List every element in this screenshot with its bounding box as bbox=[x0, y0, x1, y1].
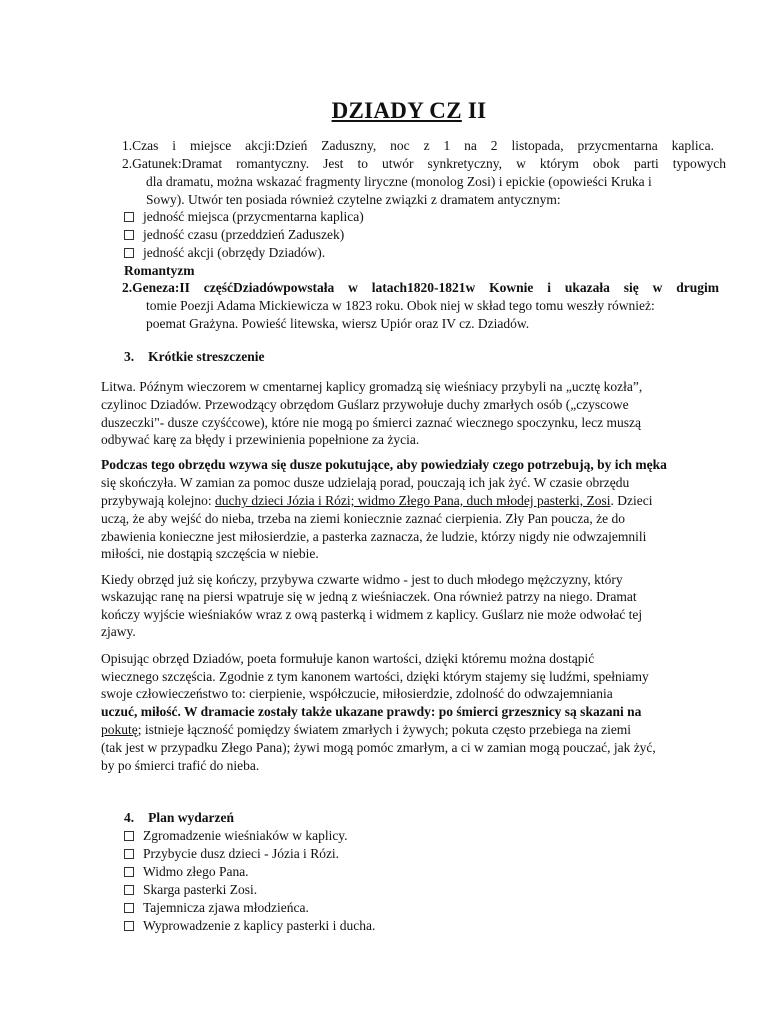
paragraph2-bold-line: Podczas tego obrzędu wzywa się dusze pokutujące, aby powiedziały czego potrzebują, by ich męka bbox=[101, 457, 667, 472]
paragraph1-line: odbywać karę za błędy i przewinienia popełnione za życia. bbox=[101, 432, 420, 447]
section4-heading bbox=[124, 809, 234, 827]
plan-item-text: Skarga pasterki Zosi. bbox=[143, 882, 258, 897]
paragraph4-line: wiecznego szczęścia. Zgodnie z tym kanonem wartości, dzięki którym stajemy się ludźmi, spełniamy bbox=[101, 669, 649, 684]
checkbox-bullet-icon bbox=[124, 885, 134, 895]
item-gatunek-line1: 2.Gatunek:Dramat romantyczny. Jest to utwór synkretyczny, w którym obok parti typowych bbox=[122, 156, 726, 171]
underlined-text: pokutę bbox=[101, 722, 138, 737]
item-czas: 1.Czas i miejsce akcji:Dzień Zaduszny, noc z 1 na 2 listopada, przycmentarna kaplica. bbox=[122, 138, 714, 153]
checkbox-bullet-icon bbox=[124, 248, 134, 258]
bullet-item bbox=[124, 244, 325, 262]
paragraph3-line: zjawy. bbox=[101, 624, 136, 639]
heading-text: Krótkie streszczenie bbox=[148, 349, 265, 364]
paragraph2-line: miłości, nie dostąpią szczęścia w niebie. bbox=[101, 546, 319, 561]
checkbox-bullet-icon bbox=[124, 212, 134, 222]
paragraph3-line: kończy wyjście wieśniaków wraz z ową pasterką i widmem z kaplicy. Guślarz nie może odwołać tej bbox=[101, 607, 643, 622]
item-gatunek-line3: Sowy). Utwór ten posiada również czytelne związki z dramatem antycznym: bbox=[146, 192, 561, 207]
title-rest: II bbox=[461, 98, 487, 123]
plan-item-text: Wyprowadzenie z kaplicy pasterki i ducha. bbox=[143, 918, 376, 933]
paragraph1-line: duszeczki"- dusze czyśćcowe), które nie mogą po śmierci zaznać wiecznego spoczynku, lecz muszą bbox=[101, 415, 642, 430]
geneza-line2: tomie Poezji Adama Mickiewicza w 1823 roku. Obok niej w skład tego tomu weszły również: bbox=[146, 298, 655, 313]
paragraph4-bold-line: uczuć, miłość. W dramacie zostały także ukazane prawdy: po śmierci grzesznicy są skazani na bbox=[101, 704, 642, 719]
plan-item-text: Widmo złego Pana. bbox=[143, 864, 249, 879]
plan-item bbox=[124, 863, 249, 881]
checkbox-bullet-icon bbox=[124, 849, 134, 859]
section3-heading bbox=[124, 348, 264, 366]
bullet-item bbox=[124, 226, 344, 244]
paragraph2-line bbox=[101, 492, 653, 510]
paragraph3-line: Kiedy obrzęd już się kończy, przybywa czwarte widmo - jest to duch młodego mężczyzny, który bbox=[101, 572, 623, 587]
paragraph4-line: Opisując obrzęd Dziadów, poeta formułuje kanon wartości, dzięki któremu można dostąpić bbox=[101, 651, 595, 666]
plan-item-text: Przybycie dusz dzieci - Józia i Rózi. bbox=[143, 846, 340, 861]
text-segment: przybywają kolejno: bbox=[101, 493, 215, 508]
plan-item-text: Zgromadzenie wieśniaków w kaplicy. bbox=[143, 828, 348, 843]
bullet-text: jedność akcji (obrzędy Dziadów). bbox=[143, 245, 326, 260]
paragraph4-line: (tak jest w przypadku Złego Pana); żywi mogą pomóc zmarłym, a ci w zamian mogą pouczać, jak żyć, bbox=[101, 740, 656, 755]
plan-item bbox=[124, 917, 375, 935]
paragraph1-line: Litwa. Późnym wieczorem w cmentarnej kaplicy gromadzą się wieśniacy przybyli na „ucztę kozła”, bbox=[101, 379, 643, 394]
paragraph2-line: zbawienia konieczne jest miłosierdzie, a pasterka zaznacza, że ludzie, którzy nigdy nie odwzajemnili bbox=[101, 529, 647, 544]
heading-number: 3. bbox=[124, 349, 135, 364]
plan-item bbox=[124, 845, 339, 863]
paragraph4-line: swoje człowieczeństwo to: cierpienie, współczucie, miłosierdzie, zdolność do odwzajemniania bbox=[101, 686, 613, 701]
checkbox-bullet-icon bbox=[124, 867, 134, 877]
checkbox-bullet-icon bbox=[124, 831, 134, 841]
text-segment: . Dzieci bbox=[610, 493, 653, 508]
geneza-line1: 2.Geneza:II częśćDziadówpowstała w latach1820-1821w Kownie i ukazała się w drugim bbox=[122, 280, 719, 295]
bullet-text: jedność czasu (przeddzień Zaduszek) bbox=[143, 227, 345, 242]
paragraph2-line: uczą, że aby wejść do nieba, trzeba na ziemi koniecznie zaznać cierpienia. Zły Pan poucza, że do bbox=[101, 511, 625, 526]
plan-item bbox=[124, 827, 348, 845]
bullet-item bbox=[124, 208, 364, 226]
document-title bbox=[0, 98, 768, 124]
paragraph2-line: się skończyła. W zamian za pomoc dusze udzielają porad, pouczają ich jak żyć. W czasie obrzędu bbox=[101, 475, 630, 490]
heading-number: 4. bbox=[124, 810, 135, 825]
checkbox-bullet-icon bbox=[124, 921, 134, 931]
romantyzm-heading: Romantyzm bbox=[124, 263, 195, 278]
paragraph1-line: czylinoc Dziadów. Przewodzący obrzędom Guślarz przywołuje duchy zmarłych osób („czyscowe bbox=[101, 397, 629, 412]
item-gatunek-line2: dla dramatu, można wskazać fragmenty liryczne (monolog Zosi) i epickie (opowieści Kruka i bbox=[146, 174, 652, 189]
title-main: DZIADY CZ bbox=[331, 98, 462, 123]
paragraph4-line bbox=[101, 721, 631, 739]
checkbox-bullet-icon bbox=[124, 230, 134, 240]
paragraph3-line: wskazując ranę na piersi wpatruje się w jedną z wieśniaczek. Ona również patrzy na niego. Dramat bbox=[101, 589, 637, 604]
heading-text: Plan wydarzeń bbox=[148, 810, 234, 825]
plan-item bbox=[124, 899, 309, 917]
checkbox-bullet-icon bbox=[124, 903, 134, 913]
underlined-text: duchy dzieci Józia i Rózi; widmo Złego Pana, duch młodej pasterki, Zosi bbox=[214, 493, 611, 508]
geneza-line3: poemat Grażyna. Powieść litewska, wiersz Upiór oraz IV cz. Dziadów. bbox=[146, 316, 530, 331]
bullet-text: jedność miejsca (przycmentarna kaplica) bbox=[143, 209, 364, 224]
plan-item bbox=[124, 881, 257, 899]
plan-item-text: Tajemnicza zjawa młodzieńca. bbox=[143, 900, 309, 915]
paragraph4-line: by po śmierci trafić do nieba. bbox=[101, 758, 260, 773]
text-segment: ; istnieje łączność pomiędzy światem zmarłych i żywych; pokuta często przebiega na ziemi bbox=[137, 722, 632, 737]
